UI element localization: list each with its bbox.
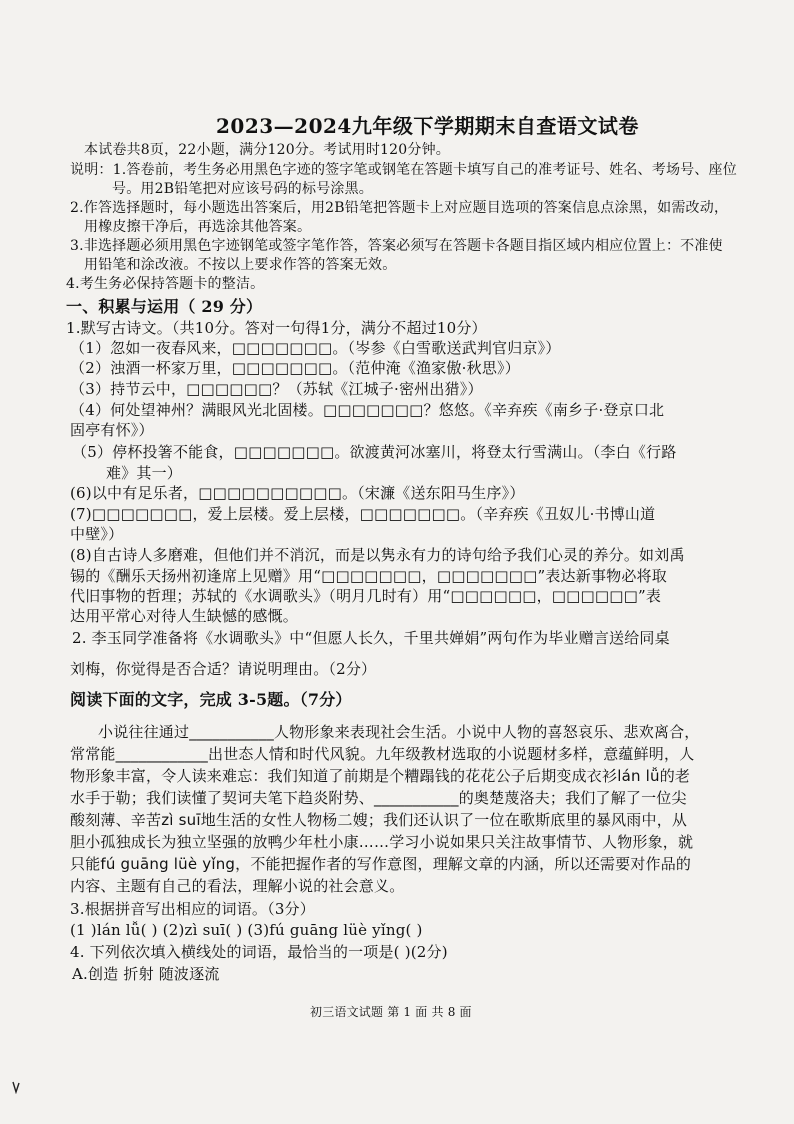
instruction-line: 用橡皮擦干净后，再选涂其他答案。	[84, 219, 312, 235]
question-3-title: 3.根据拼音写出相应的词语。（3分）	[70, 900, 315, 918]
question-2: 刘梅，你觉得是否合适？请说明理由。（2分）	[70, 660, 377, 678]
passage-line: 小说往往通过___________人物形象来表现社会生活。小说中人物的喜怒哀乐、悲欢离合，	[98, 723, 700, 741]
question-3-items: (1 )lán lǚ( ) (2)zì suī( ) (3)fú guāng lüè yǐng( )	[70, 921, 423, 939]
poem-recitation-item: 难》其一）	[106, 464, 183, 482]
instruction-line: 用铅笔和涂改液。不按以上要求作答的答案无效。	[84, 257, 397, 273]
poem-recitation-item: 代旧事物的哲理；苏轼的《水调歌头》（明月几时有）用“□□□□□□，□□□□□□”表	[70, 587, 662, 605]
poem-recitation-item: 达用平常心对待人生缺憾的感慨。	[70, 607, 299, 625]
reading-intro: 阅读下面的文字，完成 3-5题。（7分）	[70, 690, 352, 709]
instruction-line: 3.非选择题必须用黑色字迹钢笔或签字笔作答，答案必须写在答题卡各题目指区域内相应位置上：不准使	[70, 238, 723, 254]
page-footer: 初三语文试题 第 1 面 共 8 面	[310, 1005, 472, 1019]
passage-line: 胆小孤独成长为独立坚强的放鸭少年杜小康……学习小说如果只关注故事情节、人物形象，就	[70, 833, 694, 851]
passage-line: 物形象丰富，令人读来难忘：我们知道了前期是个糟蹋钱的花花公子后期变成衣衫lán lǚ的老	[70, 767, 691, 785]
poem-recitation-item: 固亭有怀》）	[70, 421, 154, 439]
instruction-line: 说明：1.答卷前，考生务必用黑色字迹的签字笔或钢笔在答题卡填写自己的准考证号、姓名、考场号、座位	[70, 162, 737, 178]
exam-info: 本试卷共8页，22小题，满分120分。考试用时120分钟。	[84, 142, 450, 158]
question-2: 2. 李玉同学准备将《水调歌头》中“但愿人长久，千里共婵娟”两句作为毕业赠言送给同桌	[72, 629, 670, 647]
poem-recitation-item: 锡的《酬乐天扬州初逢席上见赠》用“□□□□□□□，□□□□□□□”表达新事物必将取	[70, 567, 667, 585]
poem-recitation-item: (8)自古诗人多磨难，但他们并不消沉，而是以隽永有力的诗句给予我们心灵的养分。如刘禹	[70, 546, 685, 564]
passage-line: 内容、主题有自己的看法，理解小说的社会意义。	[70, 877, 405, 895]
instruction-line: 4.考生务必保持答题卡的整洁。	[66, 276, 265, 292]
poem-recitation-item: （3）持节云中，□□□□□□？（苏轼《江城子·密州出猎》）	[70, 380, 483, 398]
passage-line: 只能fú guāng lüè yǐng，不能把握作者的写作意图，理解文章的内涵，所以还需要对作品的	[70, 855, 692, 873]
poem-recitation-item: （5）停杯投箸不能食，□□□□□□□。欲渡黄河冰塞川，将登太行雪满山。（李白《行路	[72, 443, 677, 461]
passage-line: 常常能____________出世态人情和时代风貌。九年级教材选取的小说题材多样，意蕴鲜明，人	[70, 745, 695, 763]
pen-mark-icon	[12, 1080, 20, 1094]
poem-recitation-item: （2）浊酒一杯家万里，□□□□□□□。（范仲淹《渔家傲·秋思》）	[70, 359, 520, 377]
question-1-intro: 1.默写古诗文。（共10分。答对一句得1分，满分不超过10分）	[66, 319, 487, 337]
section-heading: 一、积累与运用（ 29 分）	[66, 297, 263, 316]
poem-recitation-item: (6)以中有足乐者，□□□□□□□□□□。（宋濂《送东阳马生序》）	[70, 484, 525, 502]
instruction-line: 2.作答选择题时，每小题选出答案后，用2B铅笔把答题卡上对应题目选项的答案信息点涂黑，如需改动，	[70, 200, 729, 216]
question-4-option-a: A.创造 折射 随波逐流	[72, 965, 220, 983]
passage-line: 水手于勒；我们读懂了契诃夫笔下趋炎附势、___________的奥楚蔑洛夫；我们了解了一位尖	[70, 789, 687, 807]
poem-recitation-item: （4）何处望神州？满眼风光北固楼。□□□□□□□？悠悠。《辛弃疾《南乡子·登京口北	[70, 401, 665, 419]
question-4-title: 4. 下列依次填入横线处的词语，最恰当的一项是( )(2分)	[70, 943, 448, 961]
exam-title: 2023—2024九年级下学期期末自查语文试卷	[216, 114, 639, 138]
poem-recitation-item: (7)□□□□□□□，爱上层楼。爱上层楼，□□□□□□□。（辛弃疾《丑奴儿·书博山道	[70, 505, 656, 523]
poem-recitation-item: （1）忽如一夜春风来，□□□□□□□。（岑参《白雪歌送武判官归京》）	[70, 339, 561, 357]
instruction-line: 号。用2B铅笔把对应该号码的标号涂黑。	[112, 181, 373, 197]
passage-line: 酸刻薄、辛苦zì suī地生活的女性人物杨二嫂；我们还认识了一位在歌斯底里的暴风雨中，从	[70, 811, 688, 829]
poem-recitation-item: 中壁》）	[70, 525, 124, 543]
